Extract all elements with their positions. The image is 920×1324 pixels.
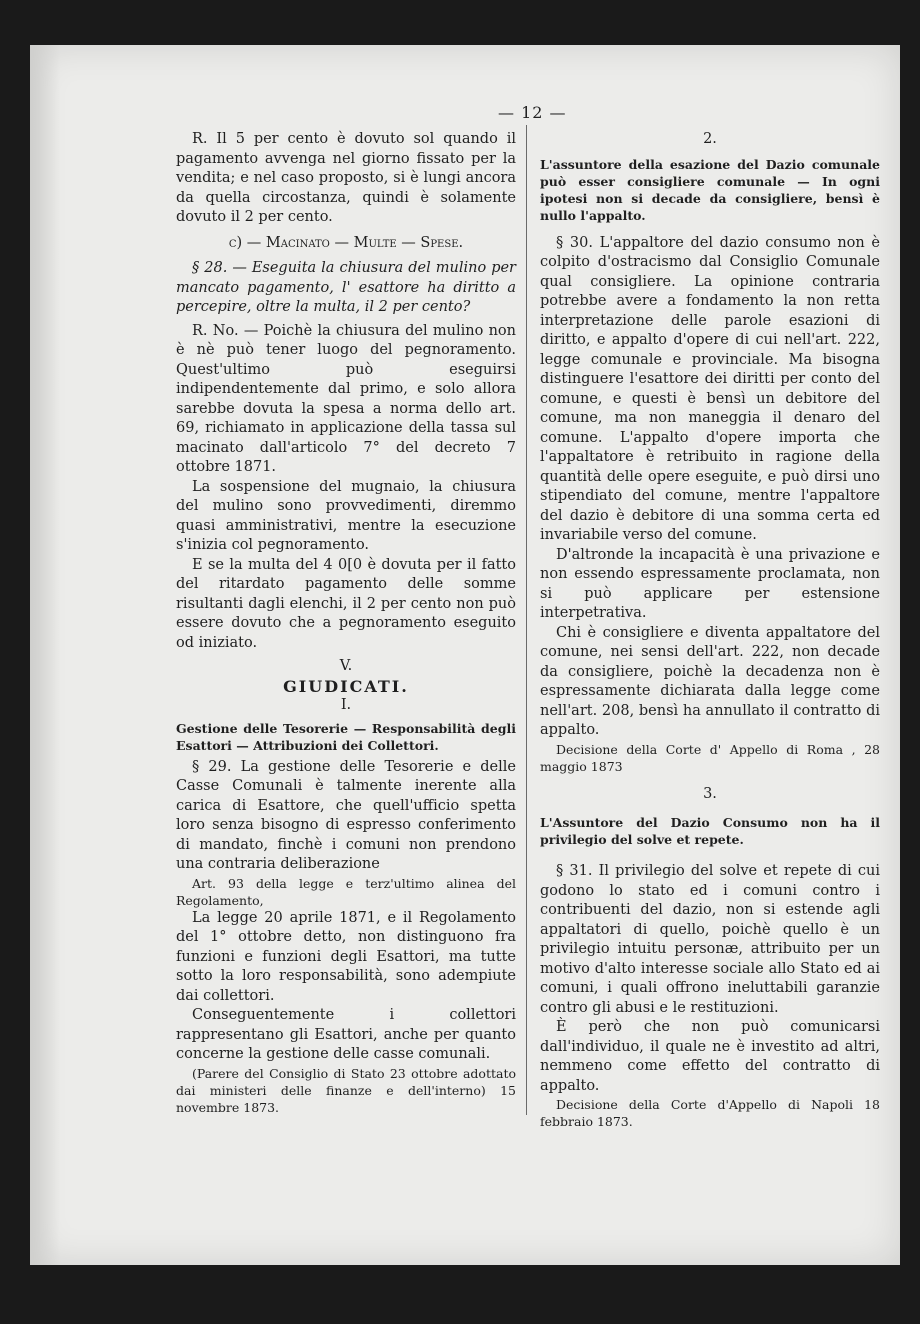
left-column bbox=[176, 130, 516, 1116]
footnote: (Parere del Consiglio di Stato 23 ottobre adottato dai ministeri delle finanze e dell'interno) 15 novembre 1873. bbox=[176, 1065, 516, 1115]
decision-note: Decisione della Corte d'Appello di Napoli 18 febbraio 1873. bbox=[540, 1097, 880, 1129]
paragraph: La sospensione del mugnaio, la chiusura del mulino sono provvedimenti, diremmo quasi amministrativi, mentre la esecuzione s'inizia col pegnoramento. bbox=[176, 478, 516, 553]
decision-note: Decisione della Corte d' Appello di Roma , 28 maggio 1873 bbox=[540, 741, 880, 774]
chapter-title: GIUDICATI. bbox=[283, 676, 409, 696]
item-number: 3. bbox=[703, 785, 717, 802]
column-divider bbox=[526, 125, 527, 1115]
paragraph: Conseguentemente i collettori rappresentano gli Esattori, anche per quanto concerne la gestione delle casse comunali. bbox=[176, 1007, 516, 1062]
paragraph-29: § 29. La gestione delle Tesorerie e delle Casse Comunali è talmente inerente alla carica di Esattore, che quell'ufficio spetta loro senza bisogno di espresso conferimento di mandato, finchè i comuni non prendono una contraria deliberazione bbox=[176, 758, 516, 872]
item-number: 2. bbox=[703, 131, 717, 147]
paragraph: La legge 20 aprile 1871, e il Regolamento del 1° ottobre detto, non distinguono fra funzioni e funzioni degli Esattori, ma tutte sotto la loro responsabilità, sono adempiute dai collettori. bbox=[176, 909, 516, 1004]
paragraph: D'altronde la incapacità è una privazione e non essendo espressamente proclamata, non si può applicare per estensione interpetrativa. bbox=[540, 546, 880, 621]
paragraph: E se la multa del 4 0[0 è dovuta per il fatto del ritardato pagamento delle somme risultanti dagli elenchi, il 2 per cento non può essere dovuto che a pegnoramento eseguito od iniziato. bbox=[176, 556, 516, 651]
item-number: I. bbox=[340, 697, 352, 713]
answer-28: R. No. — Poichè la chiusura del mulino non è nè può tener luogo del pegnoramento. Quest'ultimo può eseguirsi indipendentemente dal primo, e solo allora sarebbe dovuta la spesa a norma dello art. 69, richiamato in applicazione della tassa sul macinato dall'articolo 7° del decreto 7 ottobre 1871. bbox=[176, 322, 516, 475]
page-number: — 12 — bbox=[498, 103, 567, 122]
footnote: Art. 93 della legge e terz'ultimo alinea del Regolamento, bbox=[176, 875, 516, 908]
section-heading: c) — Macinato — Multe — Spese. bbox=[228, 234, 464, 251]
question-28: § 28. — Eseguita la chiusura del mulino per mancato pagamento, l' esattore ha diritto a percepire, oltre la multa, il 2 per cento? bbox=[176, 260, 516, 315]
paragraph: Chi è consigliere e diventa appaltatore del comune, nei sensi dell'art. 222, non decade da consigliere, poichè la decadenza non è espressamente dichiarata dalla legge come nell'art. 208, bensì ha annullato il contratto di appalto. bbox=[540, 624, 880, 738]
paragraph: È però che non può comunicarsi dall'individuo, il quale ne è investito ad altri, nemmeno come effetto del contratto di appalto. bbox=[540, 1019, 880, 1094]
paragraph: R. Il 5 per cento è dovuto sol quando il pagamento avvenga nel giorno fissato per la vendita; e nel caso proposto, si è lungi ancora da quella circostanza, quindi è solamente dovuto il 2 per cento. bbox=[176, 131, 516, 225]
page-shadow bbox=[30, 45, 60, 1265]
item-heading: L'Assuntore del Dazio Consumo non ha il privilegio del solve et repete. bbox=[540, 815, 880, 847]
roman-numeral: V. bbox=[339, 658, 353, 674]
paragraph-31: § 31. Il privilegio del solve et repete di cui godono lo stato ed i comuni contro i contribuenti del dazio, non si estende agli appaltatori di quello, poichè quello è un privilegio intuitu personæ, attribuito per un motivo d'alto interesse sociale allo Stato ed ai comuni, i quali offrono ineluttabili garanzie contro gli abusi e le restituzioni. bbox=[540, 863, 880, 1016]
item-heading: Gestione delle Tesorerie — Responsabilità degli Esattori — Attribuzioni dei Collettori. bbox=[176, 720, 516, 753]
item-heading: L'assuntore della esazione del Dazio comunale può esser consigliere comunale — In ogni ipotesi non si decade da consigliere, bensì è nullo l'appalto. bbox=[540, 156, 880, 223]
right-column bbox=[540, 130, 880, 1130]
paragraph-30: § 30. L'appaltore del dazio consumo non è colpito d'ostracismo dal Consiglio Comunale qual consigliere. La opinione contraria potrebbe avere a fondamento la non retta interpretazione delle parole esazioni di diritto, e appalto d'opere di cui nell'art. 222, legge comunale e provinciale. Ma bisogna distinguere l'esattore dei diritti per conto del comune, e questi è bensì un debitore del comune, ma non maneggia il denaro del comune. L'appalto d'opere importa che l'appaltatore è retribuito in ragione della quantità delle opere eseguite, e può dirsi uno stipendiato del comune, mentre l'appaltore del dazio è debitore di una somma certa ed invariabile verso del comune. bbox=[540, 234, 880, 543]
